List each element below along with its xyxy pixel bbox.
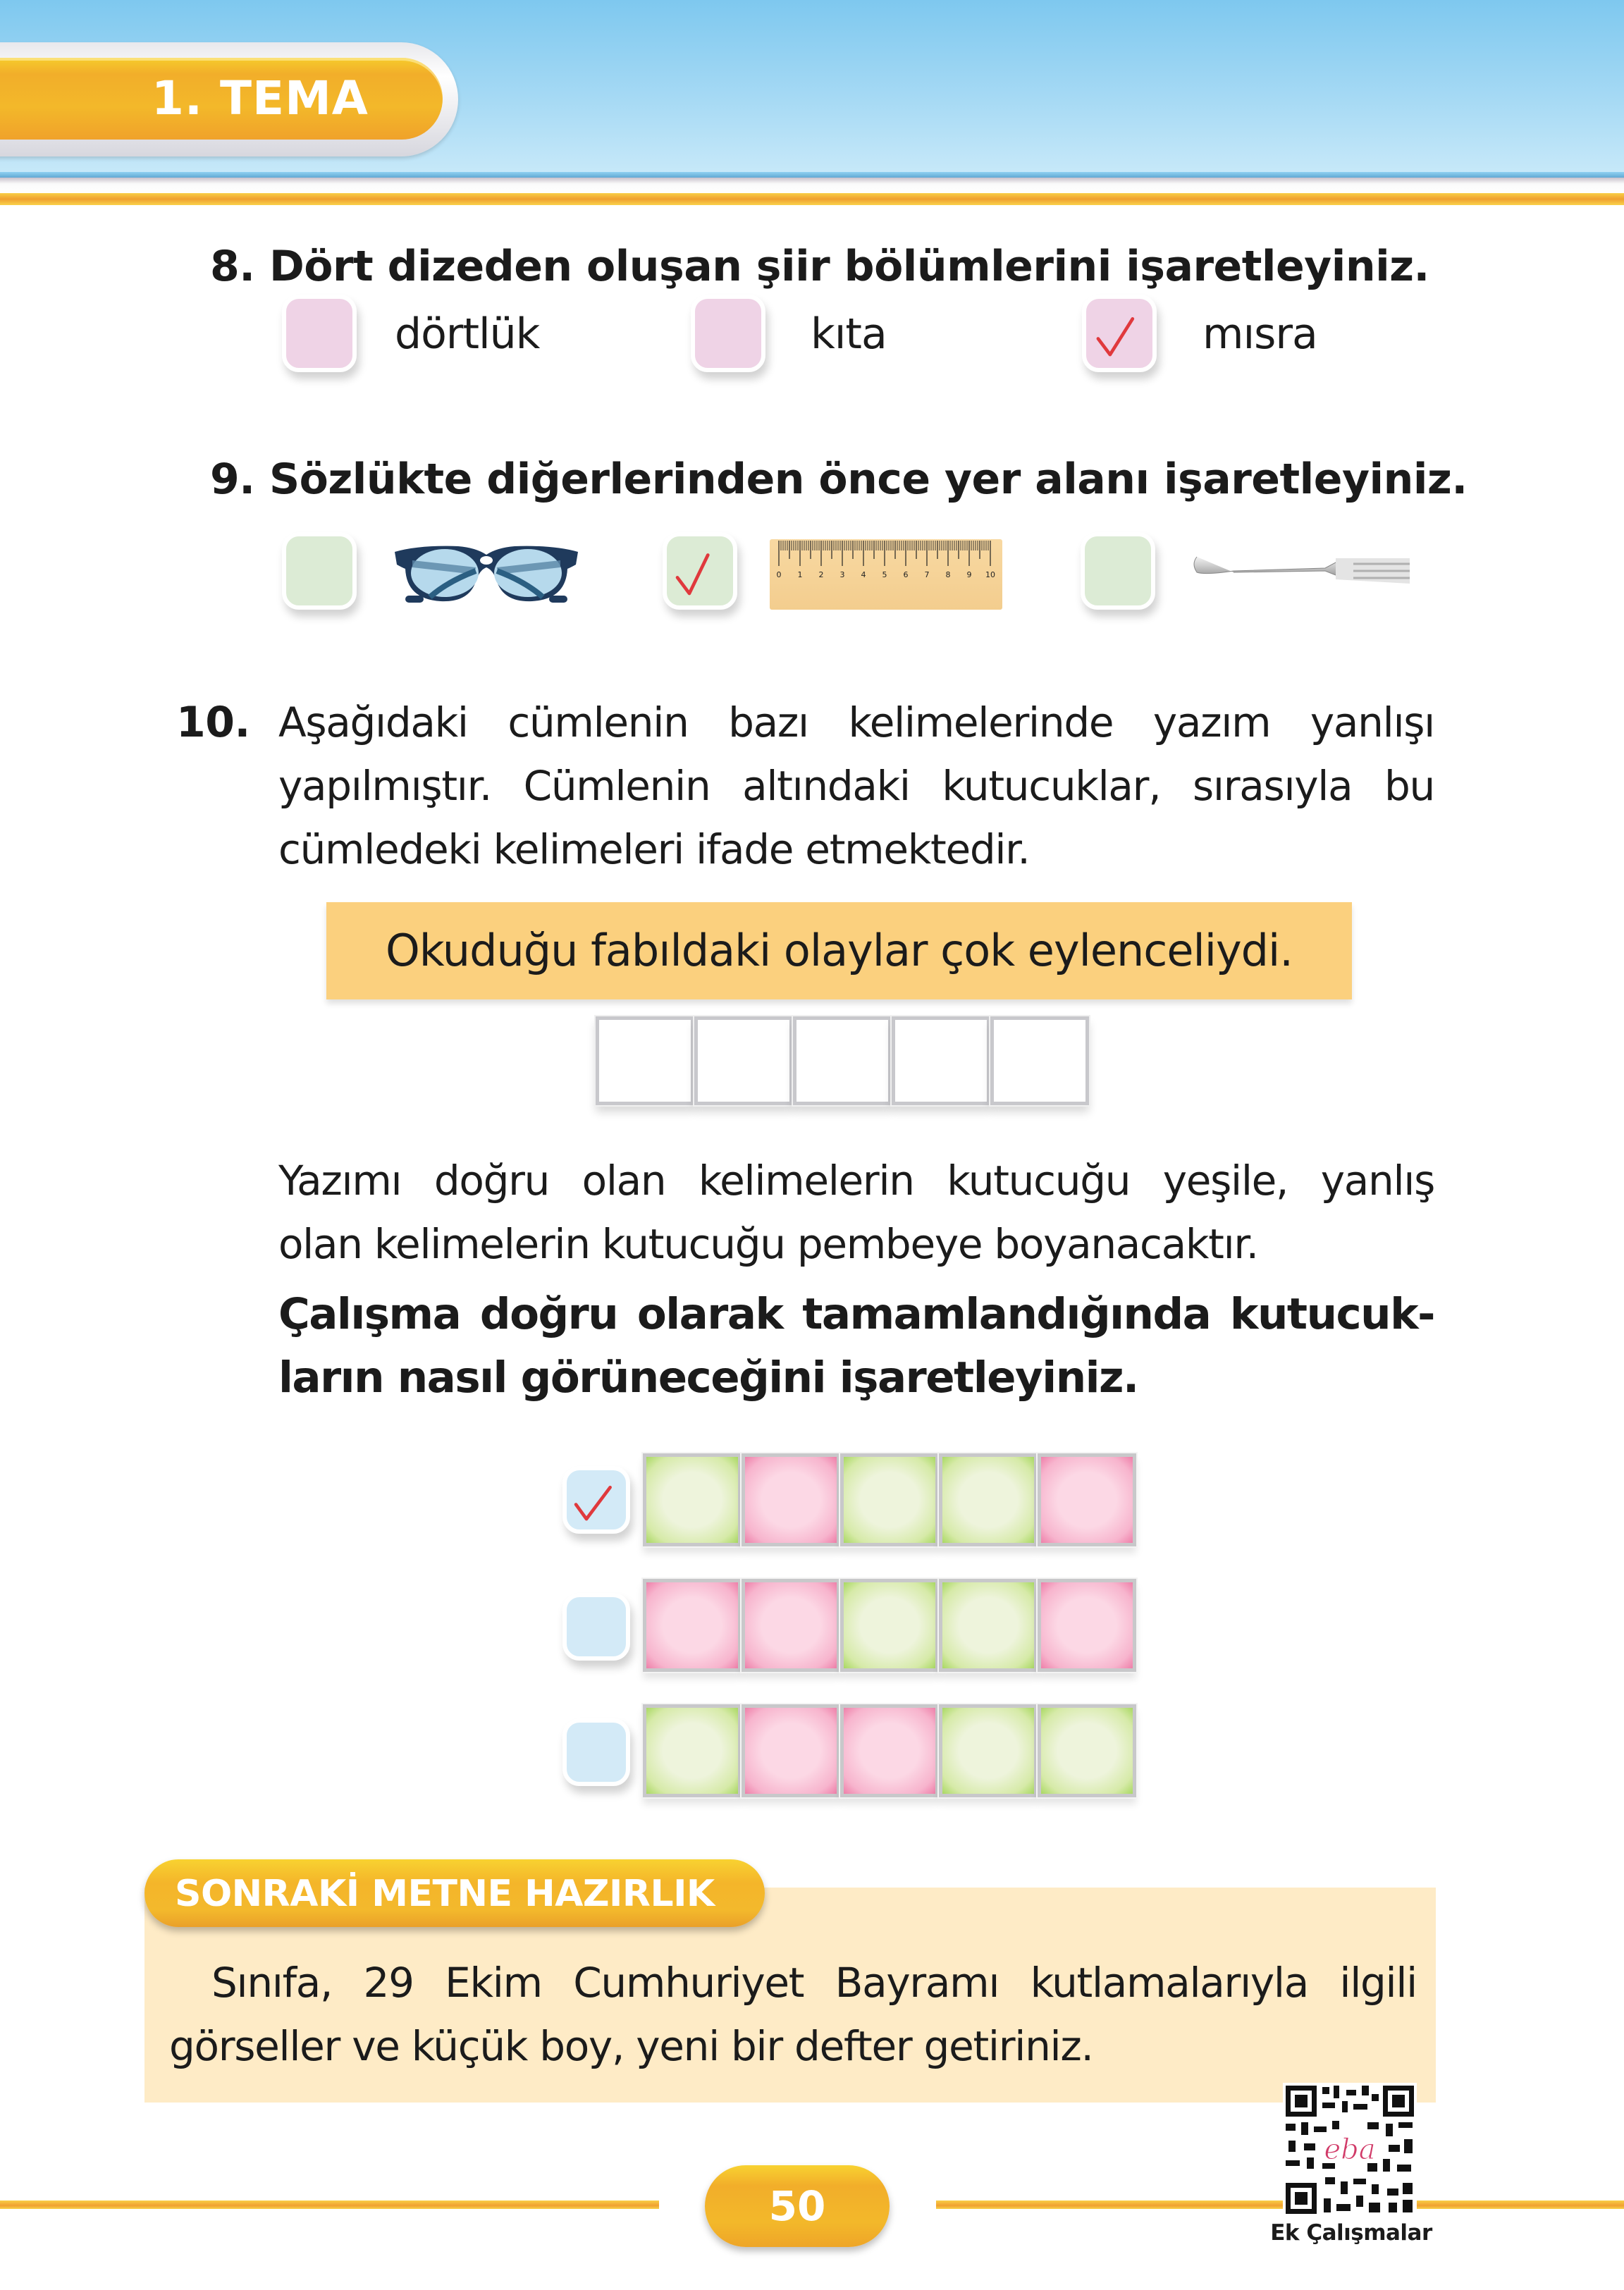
answer-cell-pink [1038,1453,1136,1546]
question-10-prompt [278,1283,1434,1410]
intro-line: cümledeki kelimeleri ifade etmektedir. [278,825,1030,873]
svg-text:3: 3 [839,570,845,579]
answer-cell-green [840,1453,939,1546]
answer-cell-pink [840,1704,939,1797]
question-number: 9. [210,455,255,504]
answer-checkbox-a[interactable] [562,1466,630,1534]
qr-code-label: Ek Çalışmalar [1270,2220,1432,2246]
glasses-icon [391,539,582,610]
answer-cell-green [643,1453,742,1546]
intro-line: Aşağıdaki cümlenin bazı kelimelerinde yazım yanlışı [278,698,1434,746]
option-checkbox-ruler[interactable] [663,532,737,610]
answer-row-c [643,1704,1136,1797]
svg-text:5: 5 [882,570,887,579]
svg-text:7: 7 [924,570,930,579]
answer-cell-green [1038,1704,1136,1797]
intro-line: yapılmıştır. Cümlenin altındaki kutucuklar, sırasıyla bu [278,762,1434,810]
word-box[interactable] [990,1016,1089,1105]
word-box[interactable] [596,1016,694,1105]
answer-checkbox-b[interactable] [562,1593,630,1661]
option-checkbox-fork[interactable] [1081,532,1155,610]
question-text: Dört dizeden oluşan şiir bölümlerini işaretleyiniz. [269,242,1429,291]
prep-line: görseller ve küçük boy, yeni bir defter getiriniz. [169,2022,1093,2070]
answer-row-b [643,1579,1136,1672]
svg-text:8: 8 [945,570,951,579]
sentence-box [326,902,1352,999]
checkmark-icon [567,1470,626,1529]
svg-text:9: 9 [966,570,972,579]
option-label: mısra [1202,309,1317,359]
answer-cell-pink [742,1579,840,1672]
option-label: dörtlük [395,309,540,359]
svg-text:0: 0 [776,570,782,579]
next-text-prep-label: SONRAKİ METNE HAZIRLIK [175,1873,715,1915]
word-box[interactable] [694,1016,793,1105]
option-checkbox-glasses[interactable] [282,532,357,610]
question-number: 8. [210,242,255,291]
question-10-intro [278,691,1434,881]
prompt-line: ların nasıl görüneceğini işaretleyiniz. [278,1353,1138,1403]
header-edge [0,172,1624,178]
option-checkbox-dortluk[interactable] [282,295,357,372]
question-10-number: 10. [176,698,250,747]
qr-code-icon[interactable] [1283,2083,1417,2217]
footer-divider-right [936,2200,1624,2209]
word-box-row [596,1016,1089,1105]
checkmark-icon [1086,299,1152,368]
option-checkbox-misra[interactable] [1082,295,1157,372]
answer-cell-pink [742,1704,840,1797]
header-band [0,178,1624,193]
page-number: 50 [768,2182,826,2230]
svg-text:10: 10 [985,570,995,579]
word-box[interactable] [892,1016,990,1105]
prep-line: Sınıfa, 29 Ekim Cumhuriyet Bayramı kutlamalarıyla ilgili [211,1959,1417,2007]
prompt-line: Çalışma doğru olarak tamamlandığında kutucuk- [278,1289,1434,1339]
answer-cell-green [840,1579,939,1672]
answer-cell-green [939,1579,1038,1672]
question-10-instruction [278,1149,1434,1276]
svg-text:2: 2 [818,570,824,579]
svg-text:eba: eba [1324,2134,1376,2166]
checkmark-icon [667,536,733,605]
word-box[interactable] [793,1016,892,1105]
footer-divider-left [0,2200,659,2209]
answer-cell-green [939,1704,1038,1797]
answer-row-a [643,1453,1136,1546]
answer-checkbox-c[interactable] [562,1718,630,1786]
qr-code-pattern [1283,2083,1417,2217]
fork-icon [1191,543,1417,599]
svg-text:1: 1 [797,570,803,579]
option-checkbox-kita[interactable] [691,295,765,372]
instruction-line: Yazımı doğru olan kelimelerin kutucuğu yeşile, yanlış [278,1157,1434,1205]
option-label: kıta [811,309,887,359]
ruler-icon [770,539,1002,610]
question-9-title [210,451,1468,507]
answer-cell-green [643,1704,742,1797]
answer-cell-pink [643,1579,742,1672]
question-text: Sözlükte diğerlerinden önce yer alanı işaretleyiniz. [269,455,1468,504]
theme-label: 1. TEMA [152,71,369,125]
svg-text:6: 6 [903,570,909,579]
question-8-title [210,238,1429,295]
answer-cell-green [939,1453,1038,1546]
answer-cell-pink [742,1453,840,1546]
svg-text:4: 4 [861,570,866,579]
sentence-text: Okuduğu fabıldaki olaylar çok eylenceliydi. [386,925,1293,976]
header-divider [0,193,1624,205]
answer-cell-pink [1038,1579,1136,1672]
instruction-line: olan kelimelerin kutucuğu pembeye boyanacaktır. [278,1220,1258,1268]
next-text-prep-body [169,1951,1417,2078]
